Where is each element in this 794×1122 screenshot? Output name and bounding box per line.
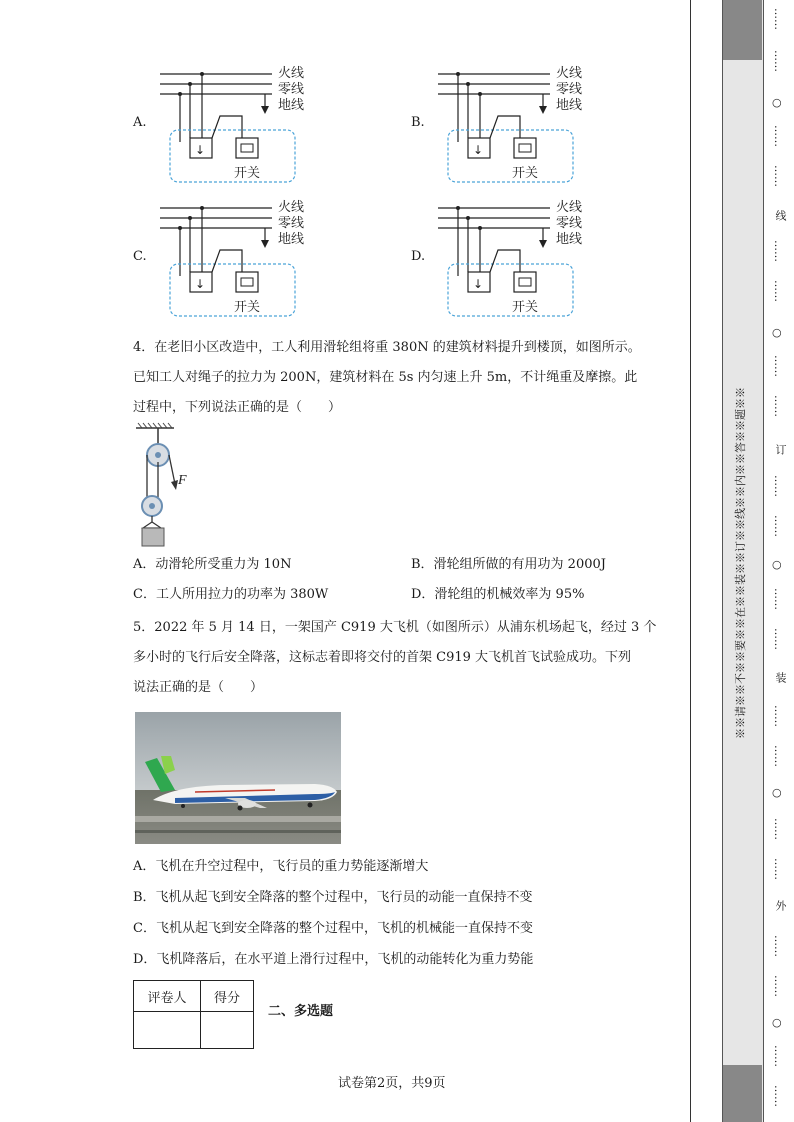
pulley-system-diagram <box>130 422 200 550</box>
live-wire-label: 火线 <box>556 200 583 215</box>
dots-18: …… <box>772 975 785 997</box>
dots-16: …… <box>772 858 785 880</box>
svg-text:↓: ↓ <box>473 143 484 157</box>
option-d-circuit <box>408 196 588 321</box>
circle-marker-3: ○ <box>772 558 782 571</box>
circuit-diagram-b <box>428 62 588 187</box>
option-c-label: C. <box>133 249 147 264</box>
ground-wire-label: 地线 <box>278 98 305 113</box>
option-d-label: D. <box>411 249 426 264</box>
binding-dotted-line <box>772 0 786 1122</box>
dots-14: …… <box>772 745 785 767</box>
ground-wire-label: 地线 <box>556 98 583 113</box>
live-wire-label: 火线 <box>278 66 305 81</box>
svg-text:↓: ↓ <box>195 143 206 157</box>
ground-wire-label: 地线 <box>556 232 583 247</box>
score-table <box>133 980 254 1049</box>
dots-2: …… <box>772 50 785 72</box>
circuit-diagram-d <box>428 196 588 321</box>
grader-cell[interactable] <box>134 1012 201 1049</box>
circle-marker-5: ○ <box>772 1016 782 1029</box>
option-a-label: A. <box>133 115 147 130</box>
dots-8: …… <box>772 395 785 417</box>
circle-marker-2: ○ <box>772 326 782 339</box>
question-4-line-1: 4．在老旧小区改造中，工人利用滑轮组将重 380N 的建筑材料提升到楼顶，如图所示。 <box>133 340 641 355</box>
label-wai: 外 <box>774 900 787 911</box>
question-4-option-d[interactable]: D．滑轮组的机械效率为 95% <box>411 587 585 602</box>
svg-text:↓: ↓ <box>473 277 484 291</box>
circuit-diagram-c <box>150 196 310 321</box>
switch-label: 开关 <box>512 300 539 315</box>
score-header: 得分 <box>201 981 254 1012</box>
dots-1: …… <box>772 8 785 30</box>
live-wire-label: 火线 <box>278 200 305 215</box>
label-xian: 线 <box>774 210 787 221</box>
dots-10: …… <box>772 515 785 537</box>
dots-4: …… <box>772 165 785 187</box>
binding-warning: ※※请※※不※※要※※在※※装※※订※※线※※内※※答※※题※※ <box>734 387 747 739</box>
question-5-option-a[interactable]: A．飞机在升空过程中，飞行员的重力势能逐渐增大 <box>133 859 429 874</box>
question-5-option-b[interactable]: B．飞机从起飞到安全降落的整个过程中，飞行员的动能一直保持不变 <box>133 890 533 905</box>
question-5-option-d[interactable]: D．飞机降落后，在水平道上滑行过程中，飞机的动能转化为重力势能 <box>133 952 534 967</box>
neutral-wire-label: 零线 <box>278 216 305 231</box>
option-c-circuit <box>130 196 310 321</box>
force-label: F <box>178 473 187 488</box>
question-4-option-b[interactable]: B．滑轮组所做的有用功为 2000J <box>411 557 606 572</box>
circle-marker-1: ○ <box>772 96 782 109</box>
option-a-circuit <box>130 62 305 187</box>
dots-20: …… <box>772 1085 785 1107</box>
question-4-option-c[interactable]: C．工人所用拉力的功率为 380W <box>133 587 329 602</box>
binding-strip <box>690 0 794 1122</box>
page-footer: 试卷第2页，共9页 <box>338 1076 446 1091</box>
dots-17: …… <box>772 935 785 957</box>
strip-outer-border <box>690 0 691 1122</box>
svg-text:↓: ↓ <box>195 277 206 291</box>
question-4-line-3: 过程中，下列说法正确的是（ ） <box>133 400 342 415</box>
neutral-wire-label: 零线 <box>556 82 583 97</box>
option-b-label: B. <box>411 115 425 130</box>
option-b-circuit <box>408 62 588 187</box>
question-5-line-3: 说法正确的是（ ） <box>133 680 264 695</box>
question-5-line-2: 多小时的飞行后安全降落，这标志着即将交付的首架 C919 大飞机首飞试验成功。下列 <box>133 650 632 665</box>
dots-9: …… <box>772 475 785 497</box>
score-cell[interactable] <box>201 1012 254 1049</box>
gray-band-bottom-block <box>723 1065 762 1122</box>
question-4-option-a[interactable]: A．动滑轮所受重力为 10N <box>133 557 292 572</box>
dots-15: …… <box>772 818 785 840</box>
ground-wire-label: 地线 <box>278 232 305 247</box>
label-ding: 订 <box>774 444 787 455</box>
circuit-diagram-a <box>150 62 310 187</box>
live-wire-label: 火线 <box>556 66 583 81</box>
gray-band-top-block <box>723 0 762 60</box>
circle-marker-4: ○ <box>772 786 782 799</box>
question-5-option-c[interactable]: C．飞机从起飞到安全降落的整个过程中，飞机的机械能一直保持不变 <box>133 921 533 936</box>
dots-19: …… <box>772 1045 785 1067</box>
section-title: 二、多选题 <box>268 1004 334 1019</box>
neutral-wire-label: 零线 <box>278 82 305 97</box>
switch-label: 开关 <box>234 166 261 181</box>
switch-label: 开关 <box>234 300 261 315</box>
c919-airplane-photo <box>135 712 341 844</box>
label-zhuang: 装 <box>774 672 787 683</box>
dots-13: …… <box>772 705 785 727</box>
switch-label: 开关 <box>512 166 539 181</box>
dots-11: …… <box>772 588 785 610</box>
dots-12: …… <box>772 628 785 650</box>
grader-header: 评卷人 <box>134 981 201 1012</box>
dots-7: …… <box>772 355 785 377</box>
question-5-line-1: 5．2022 年 5 月 14 日，一架国产 C919 大飞机（如图所示）从浦东机场起飞，经过 3 个 <box>133 620 657 635</box>
dots-3: …… <box>772 125 785 147</box>
neutral-wire-label: 零线 <box>556 216 583 231</box>
question-4-line-2: 已知工人对绳子的拉力为 200N，建筑材料在 5s 内匀速上升 5m，不计绳重及摩擦。此 <box>133 370 638 385</box>
dots-6: …… <box>772 280 785 302</box>
dots-5: …… <box>772 240 785 262</box>
